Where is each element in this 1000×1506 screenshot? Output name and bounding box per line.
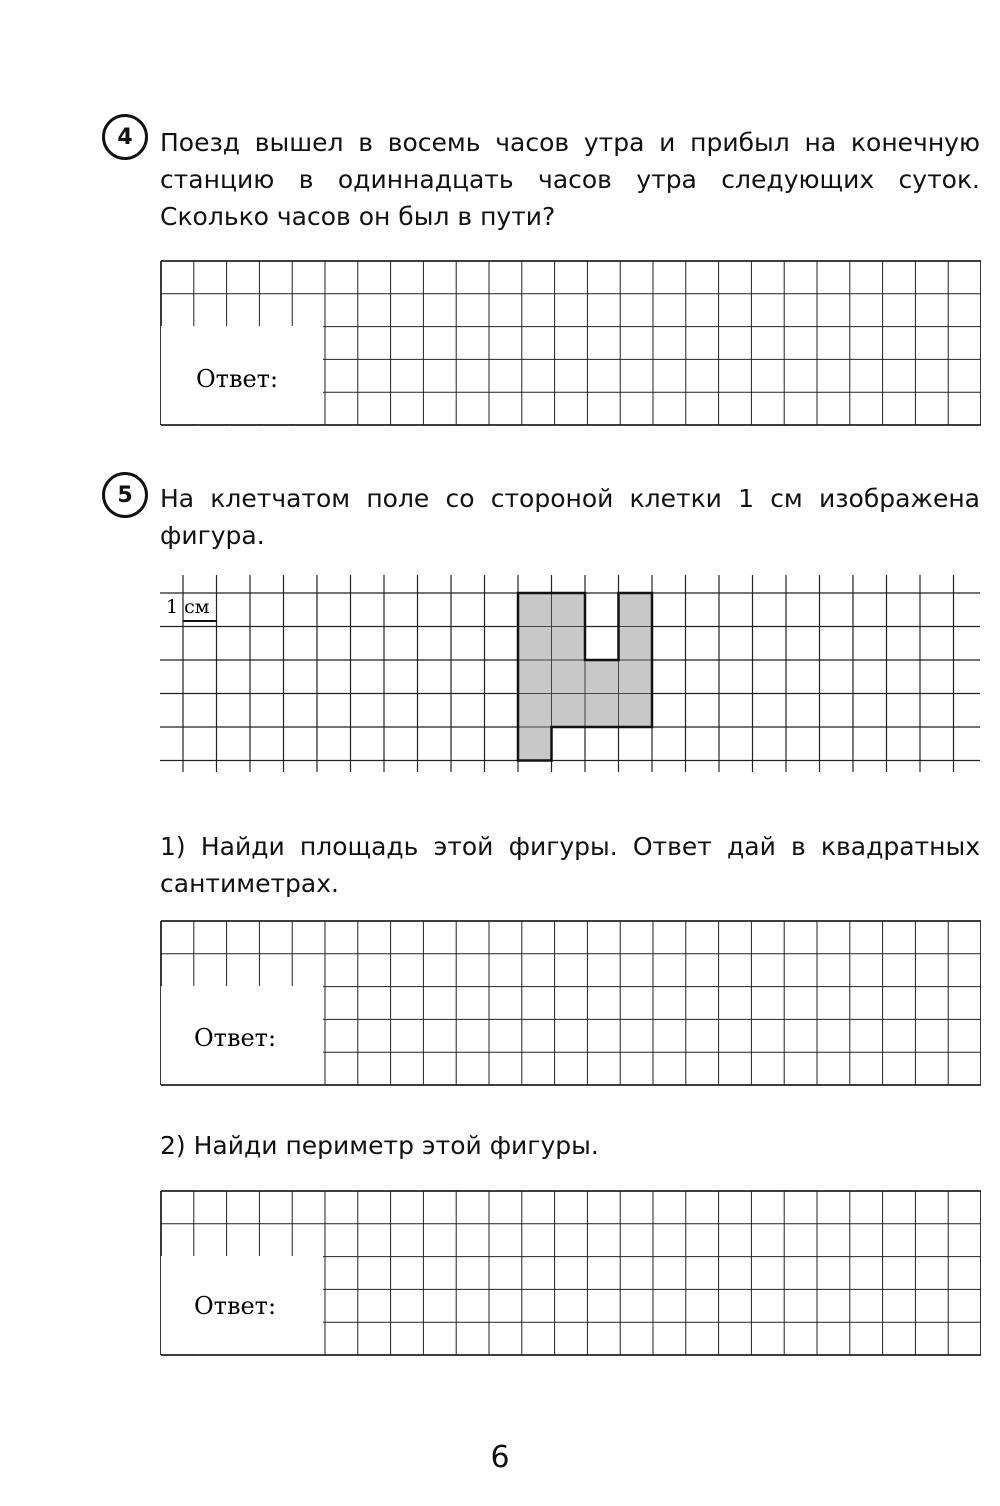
figure-cell xyxy=(585,694,619,728)
figure-cell xyxy=(518,660,552,694)
task-4-number-text: 4 xyxy=(117,124,133,150)
figure-cell xyxy=(552,694,586,728)
answer-grid-task-4[interactable] xyxy=(160,260,981,426)
figure-cell xyxy=(585,660,619,694)
task-5-text: На клетчатом поле со стороной клетки 1 см изображена фигура. xyxy=(160,484,980,550)
figure-cell xyxy=(518,627,552,661)
task-5-number-text: 5 xyxy=(117,482,133,508)
task-5-question-2: 2) Найди периметр этой фигуры. xyxy=(160,1131,599,1160)
task-5-question-1: 1) Найди площадь этой фигуры. Ответ дай в квадратных сантиметрах. xyxy=(160,832,980,898)
answer-label: Ответ: xyxy=(194,1024,277,1052)
figure-cell xyxy=(552,627,586,661)
answer-grid-task-5-2[interactable] xyxy=(160,1190,981,1356)
answer-label: Ответ: xyxy=(194,1292,277,1320)
figure-cell xyxy=(552,593,586,627)
figure-grid xyxy=(160,575,982,775)
figure-cell xyxy=(619,694,653,728)
figure-cell xyxy=(552,660,586,694)
figure-cell xyxy=(619,660,653,694)
page-number: 6 xyxy=(490,1440,510,1475)
task-5-number xyxy=(102,472,148,518)
answer-grid-task-5-1[interactable] xyxy=(160,920,981,1086)
figure-cell xyxy=(619,593,653,627)
figure-cell xyxy=(518,727,552,761)
task-4-number xyxy=(102,114,148,160)
figure-cell xyxy=(518,694,552,728)
figure-cell xyxy=(518,593,552,627)
task-4-text: Поезд вышел в восемь часов утра и прибыл на конечную станцию в одиннадцать часов утра следующих суток. Сколько часов он был в пути? xyxy=(160,128,980,231)
scale-label: 1 см xyxy=(166,596,210,618)
figure-cell xyxy=(619,627,653,661)
answer-label: Ответ: xyxy=(196,365,279,393)
